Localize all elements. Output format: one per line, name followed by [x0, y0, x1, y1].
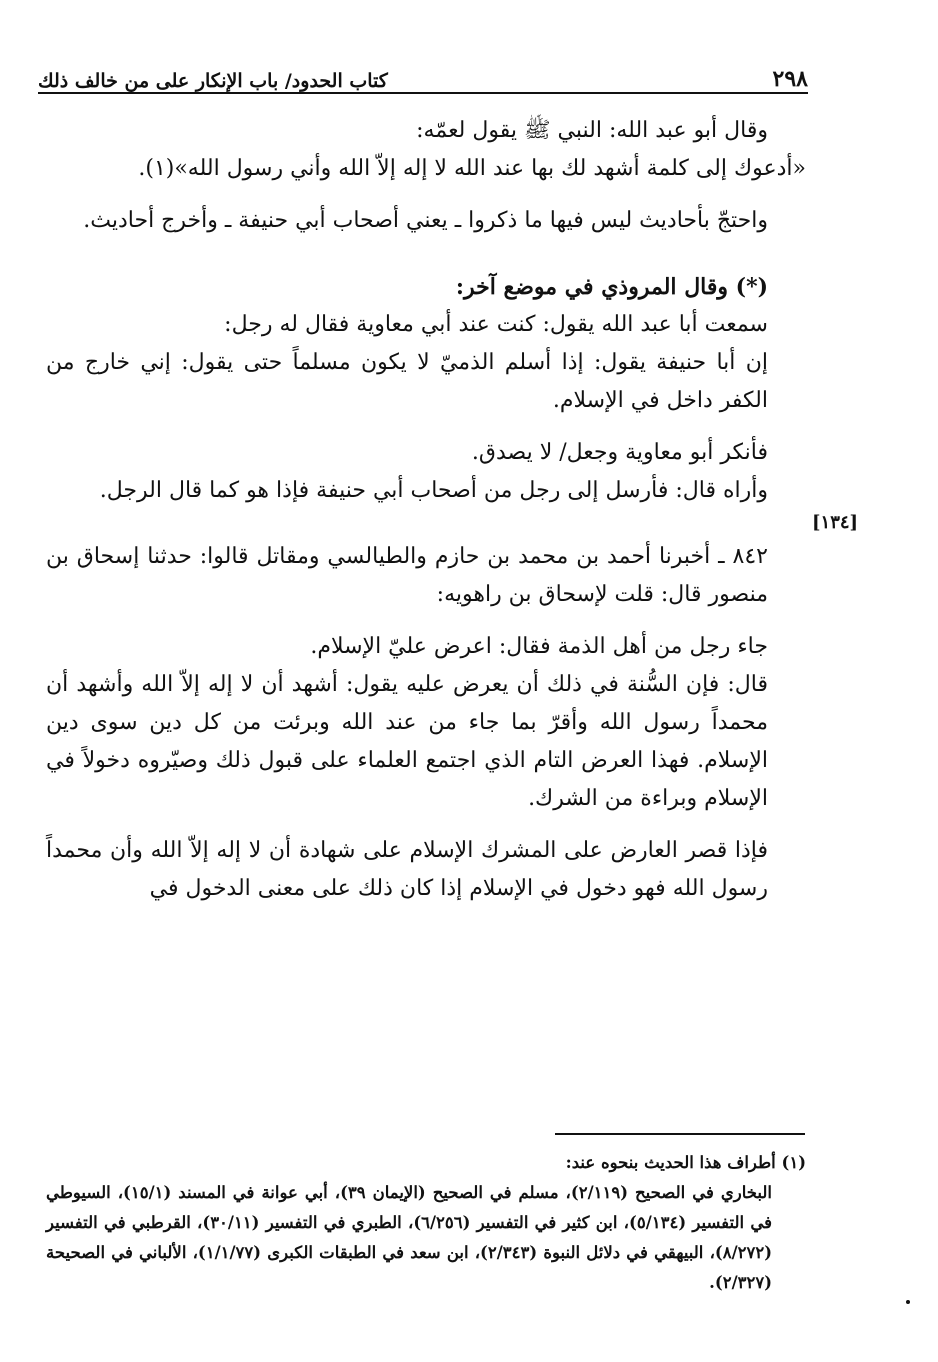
stray-mark [906, 1300, 910, 1304]
main-text [46, 112, 806, 922]
footnote-divider [555, 1133, 805, 1135]
paragraph: فأنكر أبو معاوية وجعل/ لا يصدق. [471, 440, 768, 465]
paragraph: إن أبا حنيفة يقول: إذا أسلم الذميّ لا يكون مسلماً حتى يقول: إني خارج من الكفر داخل في الإسلام. [46, 350, 768, 413]
paragraph-heading: (*) وقال المروذي في موضع آخر: [455, 274, 768, 300]
footnote-text: البخاري في الصحيح (٢/١١٩)، مسلم في الصحيح (الإيمان ٣٩)، أبي عوانة في المسند (١٥/١)، السيوطي في التفسير (٥/١٣٤)، ابن كثير في التفسير (٦/٢٥٦)، الطبري في التفسير (٣٠/١١)، القرطبي في التفسير (٨/٢٧٢)، البيهقي في دلائل النبوة (٢/٣٤٣)، ابن سعد في الطبقات الكبرى (١/١/٧٧)، الألباني في الصحيحة (٢/٣٢٧). [46, 1183, 772, 1292]
paragraph: فإذا قصر العارض على المشرك الإسلام على شهادة أن لا إله إلاّ الله وأن محمداً رسول الله فهو دخول في الإسلام إذا كان ذلك على معنى الدخول في [46, 838, 768, 901]
paragraph-hadith-quote: «أدعوك إلى كلمة أشهد لك بها عند الله لا إله إلاّ الله وأني رسول الله»(١). [138, 156, 806, 181]
running-title: كتاب الحدود/ باب الإنكار على من خالف ذلك [38, 70, 388, 92]
paragraph: قال: فإن السُّنة في ذلك أن يعرض عليه يقول: أشهد أن لا إله إلاّ الله وأشهد أن محمداً رسول الله وأقرّ بما جاء من عند الله وبرئت من كل دين سوى دين الإسلام. فهذا العرض التام الذي اجتمع العلماء على قبول ذلك وصيّروه دخولاً في الإسلام وبراءة من الشرك. [46, 672, 768, 811]
paragraph-hadith-842: ٨٤٢ ـ أخبرنا أحمد بن محمد بن حازم والطيالسي ومقاتل قالوا: حدثنا إسحاق بن منصور قال: قلت لإسحاق بن راهويه: [46, 544, 768, 607]
paragraph: جاء رجل من أهل الذمة فقال: اعرض عليّ الإسلام. [310, 634, 768, 659]
footnotes [46, 1148, 806, 1298]
paragraph: وأراه قال: فأرسل إلى رجل من أصحاب أبي حنيفة فإذا هو كما قال الرجل. [99, 478, 768, 503]
page-number: ٢٩٨ [772, 66, 808, 92]
margin-page-reference: [١٣٤] [812, 512, 859, 533]
paragraph: سمعت أبا عبد الله يقول: كنت عند أبي معاوية فقال له رجل: [224, 312, 768, 337]
paragraph: واحتجّ بأحاديث ليس فيها ما ذكروا ـ يعني أصحاب أبي حنيفة ـ وأخرج أحاديث. [83, 208, 768, 233]
page-header [38, 58, 808, 94]
paragraph: وقال أبو عبد الله: النبي ﷺ يقول لعمّه: [416, 118, 768, 143]
footnote-label: (١) أطراف هذا الحديث بنحوه عند: [565, 1153, 806, 1172]
